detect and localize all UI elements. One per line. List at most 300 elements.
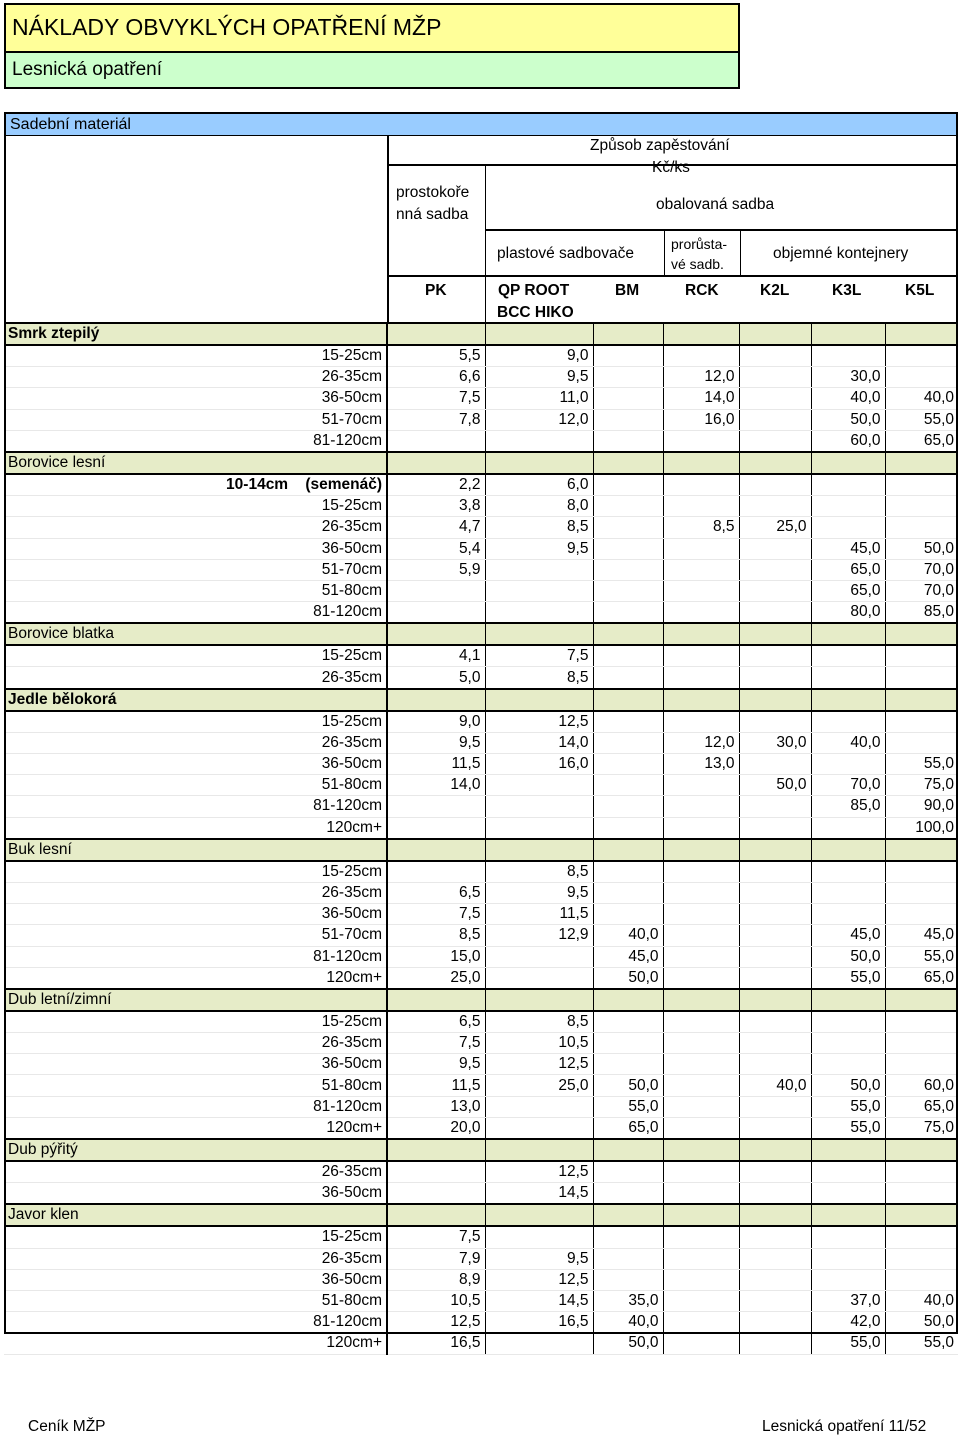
price-cell (593, 754, 663, 775)
table-row (4, 946, 958, 967)
table-row (4, 580, 958, 601)
price-cell (739, 1096, 811, 1117)
price-cell (739, 1333, 811, 1354)
price-cell: 70,0 (885, 580, 958, 601)
table-row (4, 667, 958, 689)
price-cell (663, 882, 739, 903)
price-cell: 85,0 (811, 796, 885, 817)
species-cell (811, 1139, 885, 1161)
code-bcc-hiko: BCC HIKO (497, 304, 574, 321)
table-row (4, 496, 958, 517)
price-cell (885, 1226, 958, 1248)
price-cell (593, 1248, 663, 1269)
price-cell (387, 817, 485, 839)
table-row (4, 1290, 958, 1311)
species-cell (387, 839, 485, 861)
species-cell (885, 1204, 958, 1226)
price-cell (593, 474, 663, 496)
price-cell (811, 817, 885, 839)
species-cell (387, 1139, 485, 1161)
species-name: Smrk ztepilý (4, 323, 387, 345)
table-row (4, 1269, 958, 1290)
size-label: 81-120cm (4, 430, 387, 452)
price-cell: 7,5 (387, 1033, 485, 1054)
price-cell (663, 1075, 739, 1096)
table-row (4, 967, 958, 989)
price-cell: 9,5 (485, 882, 593, 903)
price-cell (663, 1011, 739, 1033)
table-row (4, 517, 958, 538)
species-cell (593, 989, 663, 1011)
price-cell: 6,0 (485, 474, 593, 496)
price-cell: 15,0 (387, 946, 485, 967)
price-cell (739, 388, 811, 409)
method-label: Způsob zapěstování (590, 137, 730, 154)
price-cell: 12,5 (387, 1312, 485, 1333)
price-cell: 13,0 (663, 754, 739, 775)
species-name: Borovice lesní (4, 452, 387, 474)
price-cell: 65,0 (811, 580, 885, 601)
price-cell: 37,0 (811, 1290, 885, 1311)
price-cell: 55,0 (885, 409, 958, 430)
size-label: 51-80cm (4, 1290, 387, 1311)
species-cell (811, 1204, 885, 1226)
price-cell (739, 925, 811, 946)
table-row (4, 1054, 958, 1075)
species-cell (739, 989, 811, 1011)
price-cell (593, 559, 663, 580)
price-cell: 50,0 (593, 1333, 663, 1354)
species-cell (885, 323, 958, 345)
table-row (4, 1096, 958, 1117)
price-cell: 8,0 (485, 496, 593, 517)
price-cell: 7,8 (387, 409, 485, 430)
price-cell: 10,5 (387, 1290, 485, 1311)
price-cell: 30,0 (811, 367, 885, 388)
price-cell (739, 1054, 811, 1075)
price-cell: 10,5 (485, 1033, 593, 1054)
table-row (4, 1117, 958, 1139)
price-cell (739, 1117, 811, 1139)
table-row (4, 645, 958, 667)
price-cell (885, 1011, 958, 1033)
price-cell: 11,5 (387, 1075, 485, 1096)
price-cell (739, 496, 811, 517)
price-cell: 8,5 (485, 517, 593, 538)
price-cell (885, 711, 958, 733)
table-row (4, 1248, 958, 1269)
price-cell (885, 1248, 958, 1269)
rooted-label-1: prorůsta- (671, 236, 728, 252)
price-cell (739, 602, 811, 624)
price-cell: 65,0 (885, 1096, 958, 1117)
price-cell: 65,0 (593, 1117, 663, 1139)
price-cell: 50,0 (811, 1075, 885, 1096)
species-name: Javor klen (4, 1204, 387, 1226)
species-cell (663, 1139, 739, 1161)
price-cell (593, 388, 663, 409)
code-k5l: K5L (905, 282, 935, 299)
species-cell (387, 452, 485, 474)
section-row (4, 112, 958, 136)
table-row (4, 1183, 958, 1205)
table-row (4, 925, 958, 946)
size-label: 15-25cm (4, 496, 387, 517)
price-cell: 7,5 (387, 904, 485, 925)
price-cell (593, 796, 663, 817)
size-label: 15-25cm (4, 645, 387, 667)
price-cell (663, 496, 739, 517)
size-label: 26-35cm (4, 367, 387, 388)
species-cell (885, 689, 958, 711)
price-cell (663, 817, 739, 839)
price-cell (387, 602, 485, 624)
price-cell (739, 1269, 811, 1290)
price-cell: 14,5 (485, 1290, 593, 1311)
price-cell (663, 645, 739, 667)
table-row (4, 1226, 958, 1248)
price-cell: 40,0 (811, 732, 885, 753)
price-cell: 65,0 (885, 430, 958, 452)
size-label: 36-50cm (4, 904, 387, 925)
bare-root-label-1: prostokoře (396, 184, 470, 201)
plastic-label: plastové sadbovače (497, 245, 635, 262)
price-cell (811, 1248, 885, 1269)
table-row (4, 796, 958, 817)
title-bar (4, 3, 740, 52)
species-cell (663, 623, 739, 645)
price-cell (663, 538, 739, 559)
price-cell: 9,5 (485, 367, 593, 388)
price-cell (485, 967, 593, 989)
price-cell (739, 667, 811, 689)
price-cell (663, 1054, 739, 1075)
size-label: 120cm+ (4, 1117, 387, 1139)
price-cell (663, 796, 739, 817)
species-name: Buk lesní (4, 839, 387, 861)
size-label: 120cm+ (4, 817, 387, 839)
price-cell (885, 732, 958, 753)
size-label: 26-35cm (4, 732, 387, 753)
price-cell (739, 474, 811, 496)
species-cell (885, 839, 958, 861)
price-cell (485, 775, 593, 796)
price-cell (663, 580, 739, 601)
page-title: NÁKLADY OBVYKLÝCH OPATŘENÍ MŽP (12, 14, 442, 40)
price-cell (739, 861, 811, 883)
price-cell: 25,0 (387, 967, 485, 989)
price-cell (885, 645, 958, 667)
price-cell: 40,0 (593, 1312, 663, 1333)
species-cell (485, 839, 593, 861)
table-row (4, 1333, 958, 1354)
price-cell (663, 861, 739, 883)
price-cell: 3,8 (387, 496, 485, 517)
price-cell (811, 1011, 885, 1033)
price-cell: 11,5 (387, 754, 485, 775)
price-cell: 5,9 (387, 559, 485, 580)
species-cell (811, 839, 885, 861)
price-cell: 50,0 (885, 1312, 958, 1333)
price-cell (593, 345, 663, 367)
price-cell: 5,0 (387, 667, 485, 689)
size-label: 36-50cm (4, 538, 387, 559)
price-cell: 12,0 (663, 732, 739, 753)
size-label: 120cm+ (4, 1333, 387, 1354)
table-row (4, 388, 958, 409)
table-row (4, 711, 958, 733)
species-cell (739, 452, 811, 474)
table-row (4, 1033, 958, 1054)
species-cell (663, 452, 739, 474)
price-cell: 7,5 (387, 1226, 485, 1248)
price-cell: 20,0 (387, 1117, 485, 1139)
price-cell (739, 345, 811, 367)
price-cell (739, 882, 811, 903)
price-cell (739, 409, 811, 430)
price-cell: 9,0 (387, 711, 485, 733)
price-cell (387, 430, 485, 452)
table-row (4, 817, 958, 839)
price-cell: 75,0 (885, 775, 958, 796)
table-row (4, 559, 958, 580)
species-cell (593, 839, 663, 861)
price-cell (663, 1248, 739, 1269)
price-cell: 65,0 (885, 967, 958, 989)
species-row (4, 839, 958, 861)
price-cell (739, 1161, 811, 1183)
price-cell: 45,0 (811, 925, 885, 946)
section-title: Sadební materiál (10, 116, 131, 133)
price-cell (739, 967, 811, 989)
price-cell: 11,5 (485, 904, 593, 925)
species-cell (387, 623, 485, 645)
size-label: 36-50cm (4, 754, 387, 775)
price-cell (811, 345, 885, 367)
price-cell (811, 711, 885, 733)
code-k3l: K3L (832, 282, 862, 299)
price-cell: 12,5 (485, 1269, 593, 1290)
price-cell (663, 559, 739, 580)
code-bm: BM (615, 282, 640, 299)
table-row (4, 602, 958, 624)
price-cell: 25,0 (485, 1075, 593, 1096)
price-cell (593, 732, 663, 753)
price-cell: 50,0 (885, 538, 958, 559)
species-name: Jedle bělokorá (4, 689, 387, 711)
species-row (4, 323, 958, 345)
price-cell (739, 430, 811, 452)
price-cell (739, 580, 811, 601)
price-cell (885, 474, 958, 496)
code-qp-root: QP ROOT (498, 282, 570, 299)
price-cell (387, 1183, 485, 1205)
price-cell (485, 1333, 593, 1354)
price-cell (663, 711, 739, 733)
size-label: 15-25cm (4, 1226, 387, 1248)
code-rck: RCK (685, 282, 719, 299)
price-cell: 5,5 (387, 345, 485, 367)
price-cell: 55,0 (811, 1333, 885, 1354)
price-cell: 35,0 (593, 1290, 663, 1311)
price-cell: 9,0 (485, 345, 593, 367)
price-cell (593, 602, 663, 624)
code-pk: PK (425, 282, 447, 299)
price-cell: 55,0 (885, 1333, 958, 1354)
price-cell (811, 1183, 885, 1205)
price-cell: 40,0 (593, 925, 663, 946)
price-cell: 8,5 (485, 861, 593, 883)
price-cell (885, 1054, 958, 1075)
price-cell (663, 345, 739, 367)
size-label: 15-25cm (4, 861, 387, 883)
species-cell (485, 1204, 593, 1226)
price-cell (663, 1269, 739, 1290)
size-label: 81-120cm (4, 1312, 387, 1333)
price-cell: 16,0 (485, 754, 593, 775)
price-cell (593, 817, 663, 839)
price-cell: 90,0 (885, 796, 958, 817)
size-label: 120cm+ (4, 967, 387, 989)
price-cell (663, 1161, 739, 1183)
species-cell (593, 623, 663, 645)
species-cell (739, 323, 811, 345)
species-cell (593, 1204, 663, 1226)
table-row (4, 1312, 958, 1333)
covered-label: obalovaná sadba (656, 196, 775, 213)
price-cell (811, 474, 885, 496)
price-cell: 7,5 (387, 388, 485, 409)
price-cell (485, 580, 593, 601)
price-cell (885, 517, 958, 538)
price-cell: 50,0 (811, 409, 885, 430)
price-cell (663, 430, 739, 452)
price-cell: 55,0 (811, 1096, 885, 1117)
table-row (4, 474, 958, 496)
size-label: 15-25cm (4, 1011, 387, 1033)
species-name: Dub pýřitý (4, 1139, 387, 1161)
species-cell (811, 623, 885, 645)
species-cell (387, 989, 485, 1011)
price-cell: 12,9 (485, 925, 593, 946)
price-cell: 9,5 (387, 732, 485, 753)
species-cell (387, 323, 485, 345)
price-cell (885, 367, 958, 388)
price-cell: 50,0 (593, 1075, 663, 1096)
price-cell: 70,0 (885, 559, 958, 580)
species-cell (811, 689, 885, 711)
price-cell (739, 796, 811, 817)
price-cell: 13,0 (387, 1096, 485, 1117)
size-label: 26-35cm (4, 1161, 387, 1183)
species-cell (663, 1204, 739, 1226)
price-cell (593, 1011, 663, 1033)
species-cell (663, 839, 739, 861)
table-row (4, 1075, 958, 1096)
price-cell (387, 796, 485, 817)
price-cell (885, 861, 958, 883)
price-cell: 14,0 (485, 732, 593, 753)
price-cell: 45,0 (811, 538, 885, 559)
species-cell (663, 689, 739, 711)
table-row (4, 1161, 958, 1183)
price-cell (593, 538, 663, 559)
price-cell: 8,9 (387, 1269, 485, 1290)
price-cell: 12,5 (485, 711, 593, 733)
table-row (4, 775, 958, 796)
price-cell: 55,0 (811, 967, 885, 989)
table-header (4, 112, 958, 322)
price-cell: 80,0 (811, 602, 885, 624)
species-cell (739, 839, 811, 861)
size-label: 51-80cm (4, 1075, 387, 1096)
price-cell: 16,0 (663, 409, 739, 430)
price-cell: 12,0 (485, 409, 593, 430)
size-label: 26-35cm (4, 667, 387, 689)
price-cell: 16,5 (485, 1312, 593, 1333)
price-cell (593, 409, 663, 430)
price-cell (739, 538, 811, 559)
price-cell (485, 796, 593, 817)
price-cell (739, 367, 811, 388)
price-cell: 11,0 (485, 388, 593, 409)
size-label: 10-14cm (semenáč) (4, 474, 387, 496)
price-cell (593, 775, 663, 796)
price-cell (663, 1096, 739, 1117)
table-row (4, 882, 958, 903)
containers-label: objemné kontejnery (773, 245, 909, 262)
price-cell (811, 904, 885, 925)
price-cell (739, 1226, 811, 1248)
price-cell (485, 1117, 593, 1139)
price-cell: 9,5 (485, 538, 593, 559)
page-subtitle: Lesnická opatření (12, 59, 162, 80)
species-row (4, 623, 958, 645)
price-cell (739, 1248, 811, 1269)
price-cell (663, 1333, 739, 1354)
price-cell: 50,0 (593, 967, 663, 989)
price-cell (485, 946, 593, 967)
species-cell (885, 452, 958, 474)
unit-label: Kč/ks (652, 159, 690, 176)
price-cell: 8,5 (663, 517, 739, 538)
price-cell: 55,0 (811, 1117, 885, 1139)
price-cell: 65,0 (811, 559, 885, 580)
price-cell (387, 861, 485, 883)
price-cell: 40,0 (885, 1290, 958, 1311)
size-label: 26-35cm (4, 517, 387, 538)
price-cell: 85,0 (885, 602, 958, 624)
table-row (4, 367, 958, 388)
species-cell (593, 1139, 663, 1161)
footer-left: Ceník MŽP (28, 1418, 106, 1435)
species-cell (593, 323, 663, 345)
price-cell: 40,0 (739, 1075, 811, 1096)
price-cell: 40,0 (811, 388, 885, 409)
price-cell: 9,5 (485, 1248, 593, 1269)
price-cell (811, 861, 885, 883)
price-cell (811, 496, 885, 517)
species-cell (485, 323, 593, 345)
price-cell (593, 517, 663, 538)
price-cell (885, 667, 958, 689)
price-cell (885, 904, 958, 925)
size-label: 15-25cm (4, 345, 387, 367)
price-cell (739, 1011, 811, 1033)
species-row (4, 1204, 958, 1226)
price-cell: 40,0 (885, 388, 958, 409)
price-cell (739, 1290, 811, 1311)
